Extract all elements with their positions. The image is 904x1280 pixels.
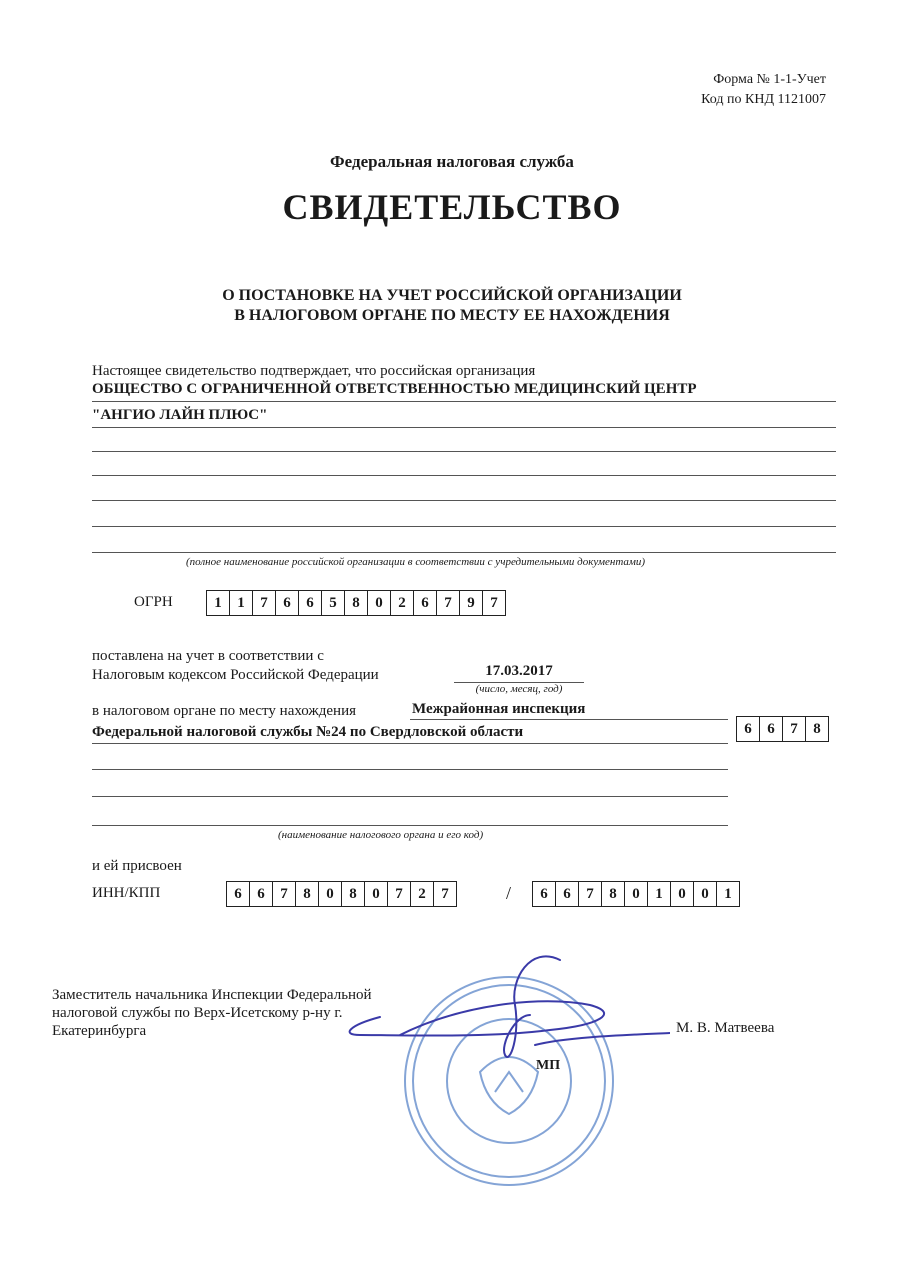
ogrn-digit: 6	[275, 591, 298, 615]
organization-caption: (полное наименование российской организации в соответствии с учредительными документами)	[186, 556, 646, 568]
signatory-position-line-3: Екатеринбурга	[52, 1023, 147, 1039]
rule	[92, 552, 836, 553]
ogrn-digit: 7	[482, 591, 505, 615]
form-number: Форма № 1-1-Учет	[713, 72, 826, 87]
form-header	[701, 70, 826, 110]
rule	[92, 451, 836, 452]
inn-kpp-separator: /	[506, 883, 512, 903]
assigned-label: и ей присвоен	[92, 858, 182, 874]
rule	[92, 769, 728, 770]
date-caption: (число, месяц, год)	[475, 683, 563, 695]
inn-digit: 0	[364, 882, 387, 906]
tax-office-caption: (наименование налогового органа и его код)	[278, 829, 484, 841]
inn-digit: 7	[272, 882, 295, 906]
tax-office-name-part-2: Федеральной налоговой службы №24 по Свердловской области	[92, 724, 524, 740]
rule	[92, 475, 836, 476]
kpp-digit: 6	[540, 886, 548, 902]
tax-office-code-digit: 6	[759, 717, 782, 741]
inn-kpp-label: ИНН/КПП	[92, 885, 161, 901]
signatory-position-line-2: налоговой службы по Верх-Исетскому р-ну г.	[52, 1005, 343, 1021]
inn-digit: 2	[410, 882, 433, 906]
rule	[410, 719, 728, 720]
inn-boxes	[226, 881, 457, 907]
kpp-boxes	[532, 881, 740, 907]
subtitle-line-2: В НАЛОГОВОМ ОРГАНЕ ПО МЕСТУ ЕЕ НАХОЖДЕНИЯ	[234, 307, 670, 324]
kpp-digit: 7	[578, 882, 601, 906]
ogrn-digit: 6	[413, 591, 436, 615]
ogrn-digit: 7	[436, 591, 459, 615]
rule	[92, 743, 728, 744]
tax-office-code-digit: 8	[805, 717, 828, 741]
signatory-name: М. В. Матвеева	[676, 1020, 775, 1036]
inn-digit: 6	[234, 886, 242, 902]
rule	[92, 796, 728, 797]
ogrn-digit: 1	[229, 591, 252, 615]
tax-office-name-part-1: Межрайонная инспекция	[412, 701, 586, 717]
kpp-digit: 0	[624, 882, 647, 906]
ogrn-label: ОГРН	[134, 594, 173, 610]
seal-label: МП	[536, 1058, 561, 1073]
agency-name: Федеральная налоговая служба	[330, 152, 574, 171]
tax-office-code-digit: 6	[744, 721, 752, 737]
kpp-digit: 8	[601, 882, 624, 906]
ogrn-digit: 2	[390, 591, 413, 615]
registration-line-2: Налоговым кодексом Российской Федерации	[92, 667, 379, 683]
rule	[92, 825, 728, 826]
ogrn-boxes	[206, 590, 506, 616]
rule	[92, 401, 836, 402]
inn-digit: 8	[341, 882, 364, 906]
organization-name-line-2: "АНГИО ЛАЙН ПЛЮС"	[92, 407, 268, 423]
inn-digit: 8	[295, 882, 318, 906]
inn-digit: 0	[318, 882, 341, 906]
document-subtitle	[0, 286, 904, 326]
handwritten-signature	[340, 950, 670, 1070]
kpp-digit: 0	[670, 882, 693, 906]
tax-office-prefix: в налоговом органе по месту нахождения	[92, 703, 357, 719]
signatory-position	[52, 986, 372, 1040]
ogrn-digit: 1	[214, 595, 222, 611]
inn-digit: 7	[387, 882, 410, 906]
ogrn-digit: 6	[298, 591, 321, 615]
rule	[92, 500, 836, 501]
rule	[92, 526, 836, 527]
kpp-digit: 6	[555, 882, 578, 906]
ogrn-digit: 0	[367, 591, 390, 615]
registration-date: 17.03.2017	[485, 663, 553, 679]
kpp-digit: 1	[647, 882, 670, 906]
knd-code: Код по КНД 1121007	[701, 92, 826, 107]
signatory-position-line-1: Заместитель начальника Инспекции Федеральной	[52, 987, 372, 1003]
kpp-digit: 0	[693, 882, 716, 906]
tax-office-code-boxes	[736, 716, 829, 742]
tax-office-code-digit: 7	[782, 717, 805, 741]
document-title: СВИДЕТЕЛЬСТВО	[282, 187, 622, 227]
subtitle-line-1: О ПОСТАНОВКЕ НА УЧЕТ РОССИЙСКОЙ ОРГАНИЗАЦИИ	[222, 287, 682, 304]
ogrn-digit: 9	[459, 591, 482, 615]
intro-text: Настоящее свидетельство подтверждает, что российская организация	[92, 363, 536, 379]
rule	[92, 427, 836, 428]
ogrn-digit: 5	[321, 591, 344, 615]
inn-digit: 6	[249, 882, 272, 906]
inn-digit: 7	[433, 882, 456, 906]
ogrn-digit: 8	[344, 591, 367, 615]
organization-name-line-1: ОБЩЕСТВО С ОГРАНИЧЕННОЙ ОТВЕТСТВЕННОСТЬЮ МЕДИЦИНСКИЙ ЦЕНТР	[92, 381, 697, 397]
registration-line-1: поставлена на учет в соответствии с	[92, 648, 324, 664]
ogrn-digit: 7	[252, 591, 275, 615]
kpp-digit: 1	[716, 882, 739, 906]
